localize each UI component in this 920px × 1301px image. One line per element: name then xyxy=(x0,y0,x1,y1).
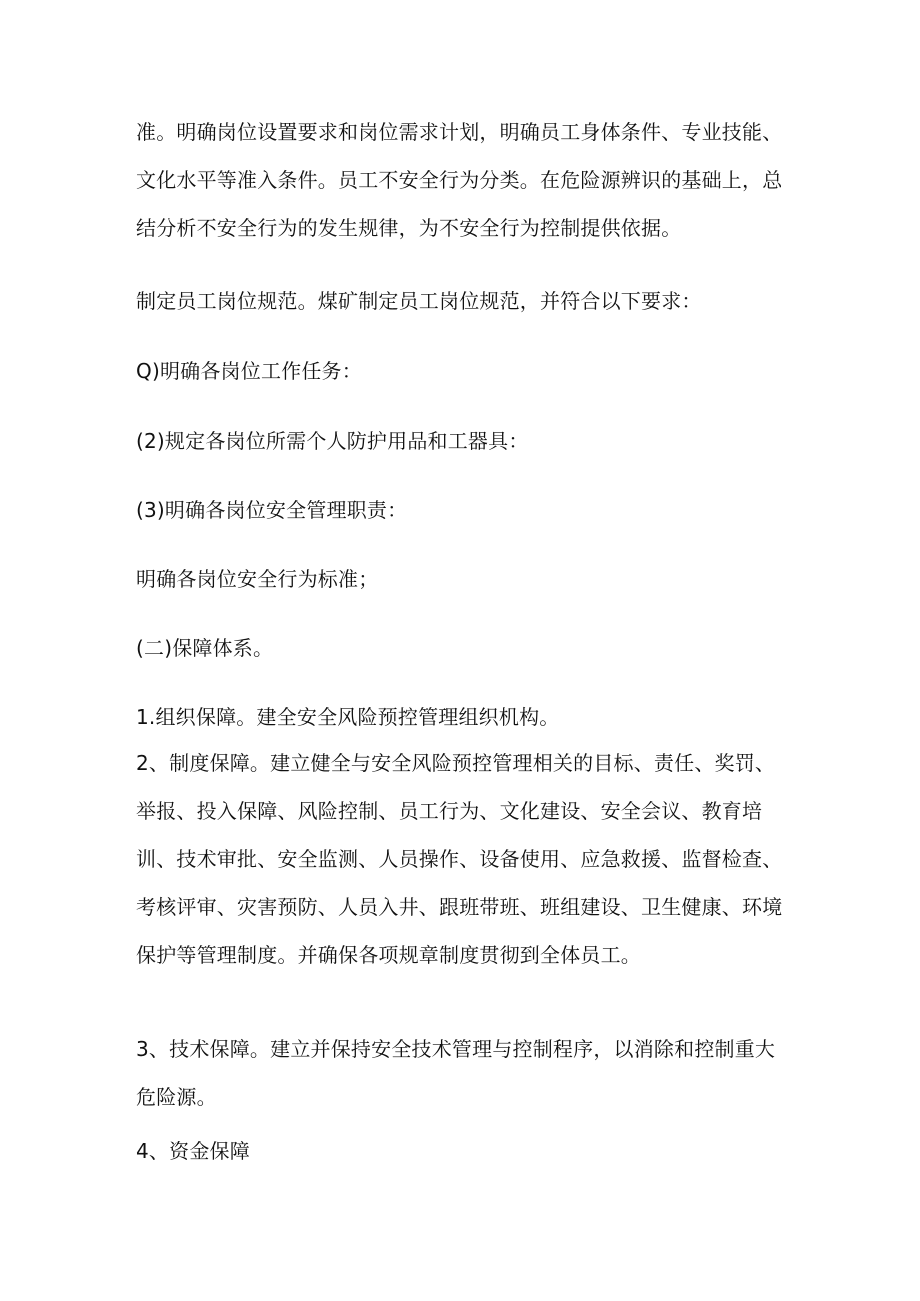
text-line: 3、技术保障。建立并保持安全技术管理与控制程序，以消除和控制重大 xyxy=(136,1037,776,1061)
list-item-1 xyxy=(136,347,786,395)
paragraph-organization-guarantee xyxy=(136,693,786,741)
list-item-2 xyxy=(136,417,786,465)
text-line: 结分析不安全行为的发生规律，为不安全行为控制提供依据。 xyxy=(136,216,682,240)
text-line: 危险源。 xyxy=(136,1085,217,1109)
text-line: 保护等管理制度。并确保各项规章制度贯彻到全体员工。 xyxy=(136,943,641,967)
text-line: 1.组织保障。建全安全风险预控管理组织机构。 xyxy=(136,705,560,729)
text-line: 训、技术审批、安全监测、人员操作、设备使用、应急救援、监督检查、 xyxy=(136,847,783,871)
paragraph-funding-guarantee xyxy=(136,1127,786,1175)
text-line: 举报、投入保障、风险控制、员工行为、文化建设、安全会议、教育培 xyxy=(136,799,763,823)
paragraph-system-guarantee xyxy=(136,739,786,979)
list-item-4 xyxy=(136,555,786,603)
text-line: 考核评审、灾害预防、人员入井、跟班带班、班组建设、卫生健康、环境 xyxy=(136,895,783,919)
list-item-3 xyxy=(136,486,786,534)
paragraph-technical-guarantee xyxy=(136,1025,786,1121)
paragraph-job-specification xyxy=(136,277,786,325)
text-line: 文化水平等准入条件。员工不安全行为分类。在危险源辨识的基础上，总 xyxy=(136,168,783,192)
text-line: 明确各岗位安全行为标准； xyxy=(136,567,379,591)
text-line: 准。明确岗位设置要求和岗位需求计划，明确员工身体条件、专业技能、 xyxy=(136,120,783,144)
text-line: Q)明确各岗位工作任务： xyxy=(136,359,362,383)
paragraph-admission-requirements xyxy=(136,108,786,252)
text-line: 4、资金保障 xyxy=(136,1139,250,1163)
text-line: 制定员工岗位规范。煤矿制定员工岗位规范，并符合以下要求： xyxy=(136,289,702,313)
text-line: 2、制度保障。建立健全与安全风险预控管理相关的目标、责任、奖罚、 xyxy=(136,751,776,775)
text-line: (二)保障体系。 xyxy=(136,636,274,660)
text-line: (3)明确各岗位安全管理职责： xyxy=(136,498,408,522)
text-line: (2)规定各岗位所需个人防护用品和工器具： xyxy=(136,429,529,453)
section-heading-guarantee-system xyxy=(136,624,786,672)
